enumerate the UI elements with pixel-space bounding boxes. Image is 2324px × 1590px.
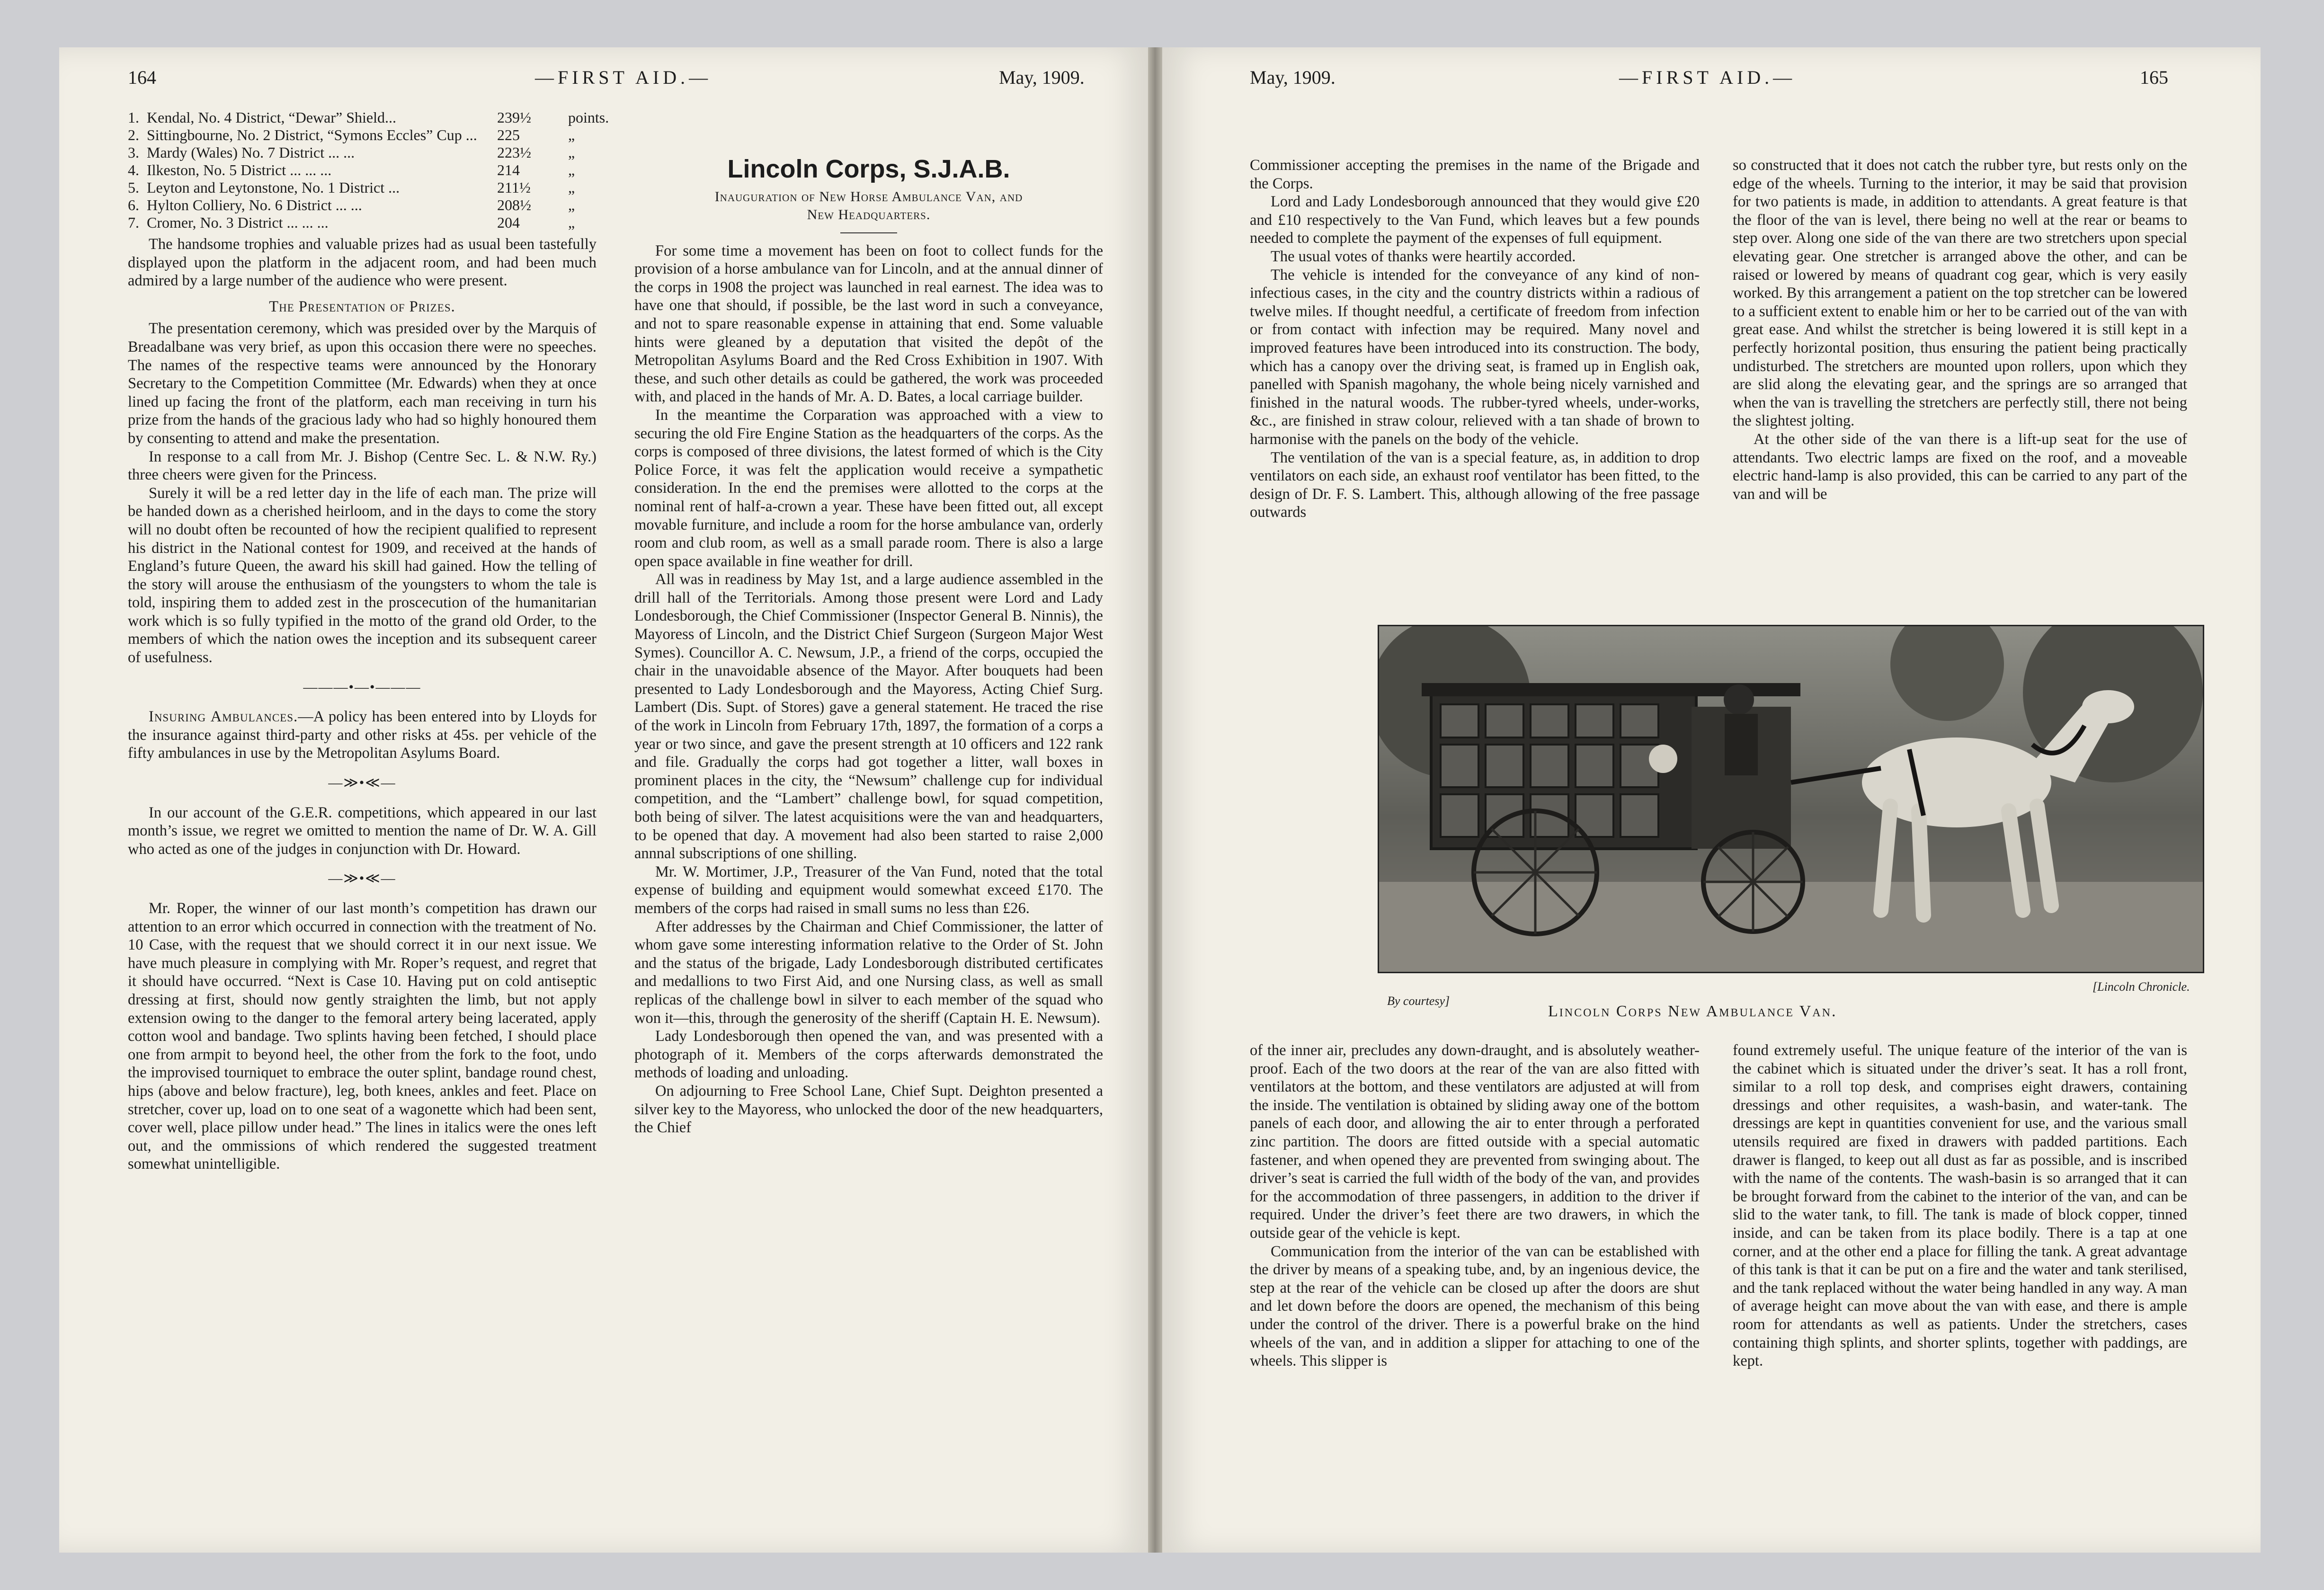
insuring-paragraph: Insuring Ambulances.—A policy has been entered into by Lloyds for the insurance against third-party and other risks at 45s. per vehicle of the fifty ambulances in use by the Metropolitan Asylums Board. xyxy=(128,708,597,762)
lincoln-paragraph: On adjourning to Free School Lane, Chief Supt. Deighton presented a silver key to the Mayoress, who unlocked the door of the new headquarters, the Chief xyxy=(634,1082,1103,1137)
ambulance-van-photograph xyxy=(1378,625,2204,973)
photo-caption: Lincoln Corps New Ambulance Van. xyxy=(1548,1003,1837,1020)
lincoln-paragraph: For some time a movement has been on foot to collect funds for the provision of a horse ambulance van for Lincoln, and at the annual dinner of the corps in 1908 the project was launched in real earnest. The idea was to have one that should, if possible, be the last word in such a conveyance, and not to spare reasonable expense in attaining that end. Some valuable hints were gleaned by a deputation that visited the depôt of the Metropolitan Asylums Board and the Red Cross Exhibition in 1907. With these, and such other details as could be gathered, the work was proceeded with, and placed in the hands of Mr. A. D. Bates, a local carriage builder. xyxy=(634,242,1103,406)
right-page-date: May, 1909. xyxy=(1250,67,1336,88)
ranking-row: 3. Mardy (Wales) No. 7 District ... ... 223½ „ xyxy=(128,144,575,161)
ranking-row: 2. Sittingbourne, No. 2 District, “Symons Eccles” Cup ... 225 „ xyxy=(128,126,575,143)
article-paragraph: At the other side of the van there is a lift-up seat for the use of attendants. Two electric lamps are fixed on the roof, and a moveable electric hand-lamp is also provided, this can be carried to any part of the van and will be xyxy=(1733,430,2187,503)
lincoln-paragraph: All was in readiness by May 1st, and a large audience assembled in the drill hall of the Territorials. Among those present were Lord and Lady Londesborough, the Chief Commissioner (Inspector General B. Ninnis), the Mayoress of Lincoln, and the District Chief Surgeon (Surgeon Major West Symes). Councillor A. C. Newsum, J.P., a friend of the corps, occupied the chair in the unavoidable absence of the Mayor. After bouquets had been presented to Lady Londesborough and the Mayoress, Acting Chief Surg. Lambert (Dis. Supt. of Stores) gave a general statement. He traced the rise of the work in Lincoln from February 17th, 1897, the formation of a corps a year or two since, and gave the present strength at 10 officers and 122 rank and file. Gradually the corps had got together a litter, wall boxes in prominent places in the city, the “Newsum” challenge cup for individual competition, and the “Lambert” challenge bowl, for squad competition, both being of silver. The latest acquisitions were the van and headquarters, to be opened that day. A movement had also been started to raise 2,000 annnal subscriptions of one shilling. xyxy=(634,571,1103,862)
rankings-list xyxy=(128,109,609,231)
article-paragraph: Communication from the interior of the van can be established with the driver by means of a speaking tube, and, by an ingenious device, the step at the rear of the vehicle can be closed up after the doors are shut and let down before the doors are opened, the mechanism of this being under the control of the driver. There is a powerful brake on the hind wheels of the van, and in addition a slipper for attaching to one of the wheels. This slipper is xyxy=(1250,1243,1700,1370)
ranking-row: 6. Hylton Colliery, No. 6 District ... ... 208½ „ xyxy=(128,196,575,213)
ranking-row: 5. Leyton and Leytonstone, No. 1 District ... 211½ „ xyxy=(128,179,575,196)
article-paragraph: of the inner air, precludes any down-draught, and is absolutely weather-proof. Each of the two doors at the rear of the van are also fitted with ventilators at the bottom, and these ventilators are adjusted at will from the inside. The ventilation is obtained by sliding away one of the bottom panels of each door, and allowing the air to enter through a perforated zinc partition. The doors are fitted outside with a special automatic fastener, and when opened they are prevented from swinging about. The driver’s seat is carried the full width of the body of the van, and provides for the accommodation of three passengers, in addition to the driver if required. Under the driver’s feet there are two drawers, in which the outside gear of the vehicle is kept. xyxy=(1250,1042,1700,1242)
photo-credit-right: [Lincoln Chronicle. xyxy=(2092,980,2190,994)
article-paragraph: Commissioner accepting the premises in the name of the Brigade and the Corps. xyxy=(1250,157,1700,192)
lincoln-paragraph: Mr. W. Mortimer, J.P., Treasurer of the Van Fund, noted that the total expense of building and equipment would somewhat exceed £170. The members of the corps had raised in small sums no less than £26. xyxy=(634,863,1103,917)
article-paragraph: Lord and Lady Londesborough announced that they would give £20 and £10 respectively to the Van Fund, which leaves but a few pounds needed to complete the payment of the expenses of full equipment. xyxy=(1250,193,1700,247)
presentation-heading: The Presentation of Prizes. xyxy=(269,298,455,315)
right-column-2 xyxy=(1733,156,2187,503)
roper-paragraph: Mr. Roper, the winner of our last month’s competition has drawn our attention to an error which occurred in connection with the treatment of No. 10 Case, with the request that we should correct it in our next issue. We have much pleasure in complying with Mr. Roper’s request, and regret that it should have occurred. “Next is Case 10. Having put on cold antiseptic dressing at first, should now gently straighten the limb, but not apply extension owing to the danger to the femoral artery being lacerated, apply cotton wool and bandage. Two splints having been fetched, I should place one from armpit to beyond heel, the other from the fork to the foot, undo the improvised tourniquet to embrace the outer splint, bandage round chest, hips (above and below fracture), leg, both knees, ankles and feet. Place on stretcher, cover up, load on to one seat of a wagonette which had been sent, cover well, place pillow under head.” The lines in italics were the ones left out, and the ommissions of which rendered the suggested treatment somewhat unintelligible. xyxy=(128,900,597,1173)
lincoln-subtitle: New Headquarters. xyxy=(807,206,931,222)
section-ornament: —≫•≪— xyxy=(328,775,396,791)
ranking-row: 7. Cromer, No. 3 District ... ... ... 204 „ xyxy=(128,214,575,231)
left-column-1 xyxy=(128,109,609,1173)
ambulance-van-illustration xyxy=(1379,626,2203,972)
article-paragraph: The vehicle is intended for the conveyance of any kind of non-infectious cases, in the city and the country districts within a radious of twelve miles. If thought needful, a certificate of freedom from infection or from contact with infection may be required. Many novel and improved features have been introduced into its construction. The body, which has a canopy over the driving seat, is framed up in English oak, panelled with Spanish magohany, the whole being nicely varnished and finished in the natural woods. The rubber-tyred wheels, under-works, &c., are finished in straw colour, relieved with a tan shade of brown to harmonise with the panels on the body of the vehicle. xyxy=(1250,266,1700,448)
article-paragraph: The usual votes of thanks were heartily accorded. xyxy=(1271,248,1576,265)
section-ornament: —≫•≪— xyxy=(328,871,396,887)
ranking-row: 4. Ilkeston, No. 5 District ... ... ... 214 „ xyxy=(128,161,575,178)
left-page-number: 164 xyxy=(128,67,156,88)
presentation-paragraph: Surely it will be a red letter day in the life of each man. The prize will be handed down as a cherished heirloom, and in the days to come the story will no doubt often be recounted of how the recipient qualified to represent his district in the National contest for 1909, and received at the hands of England’s future Queen, the award his skill had gained. How the telling of the story will arouse the enthusiasm of the youngsters to whom the tale is told, inspiring them to added zest in the proscecution of the humanitarian work which is so fully typified in the motto of the grand old Order, to the members of which the nation owes the inception and its subsequent career of usefulness. xyxy=(128,484,597,666)
lincoln-subtitle: Inauguration of New Horse Ambulance Van, and xyxy=(714,188,1023,204)
article-paragraph: found extremely useful. The unique feature of the interior of the van is the cabinet which is situated under the driver’s seat. It has a roll front, similar to a roll top desk, and comprises eight drawers, containing dressings and other requisites, a wash-basin, and water-tank. The dressings are kept in quantities convenient for use, and the various small utensils required are fixed in drawers with padded partitions. Each drawer is flanged, to keep out all dust as far as possible, and is inscribed with the name of the contents. The wash-basin is so arranged that it can be brought forward from the cabinet to the interior of the van, and can be slid to the water tank, to fill. The tank is made of block copper, tinned inside, and can be taken from its place bodily. There is a tap at one corner, and at the other end a place for filling the tank. A great advantage of this tank is that it can be put on a fire and the water and tank sterilised, and the tank replaced without the water being handled in any way. A man of average height can move about the van with ease, and there is ample room for attendants as well as patients. Under the stretchers, cases containing thigh splints, and shorter splints, together with paddings, are kept. xyxy=(1733,1042,2187,1370)
book-gutter xyxy=(1148,47,1162,1553)
section-ornament: ———•—•——— xyxy=(303,679,421,695)
title-rule xyxy=(840,232,897,233)
article-paragraph: The ventilation of the van is a special feature, as, in addition to drop ventilators on each side, an exhaust roof ventilator has been fitted, to the design of Dr. F. S. Lambert. This, although allowing of the free passage outwards xyxy=(1250,449,1700,521)
left-running-title: —FIRST AID.— xyxy=(535,67,712,88)
ranking-row: 1. Kendal, No. 4 District, “Dewar” Shield... 239½ points. xyxy=(128,109,609,126)
account-paragraph: In our account of the G.E.R. competitions, which appeared in our last month’s issue, we regret we omitted to mention the name of Dr. W. A. Gill who acted as one of the judges in conjunction with Dr. Howard. xyxy=(128,804,597,858)
lincoln-paragraph: After addresses by the Chairman and Chief Commissioner, the latter of whom gave some interesting information relative to the Order of St. John and the status of the brigade, Lady Londesborough distributed certificates and medallions to two First Aid, and one Nursing class, as well as small replicas of the challenge bowl in silver to each member of the squad who won it—this, through the generosity of the sheriff (Captain H. E. Newsum). xyxy=(634,918,1103,1027)
right-running-title: —FIRST AID.— xyxy=(1619,67,1796,88)
presentation-paragraph: In response to a call from Mr. J. Bishop (Centre Sec. L. & N.W. Ry.) three cheers were given for the Princess. xyxy=(128,448,597,484)
right-column-4 xyxy=(1733,1041,2187,1370)
right-page-number: 165 xyxy=(2140,67,2168,88)
left-page-date: May, 1909. xyxy=(999,67,1085,88)
trophies-paragraph: The handsome trophies and valuable prizes had as usual been tastefully displayed upon the platform in the adjacent room, and had been much admired by a large number of the audience who were present. xyxy=(128,236,597,290)
right-column-1 xyxy=(1250,156,1700,522)
lincoln-paragraph: Lady Londesborough then opened the van, and was presented with a photograph of it. Members of the corps afterwards demonstrated the methods of loading and unloading. xyxy=(634,1028,1103,1082)
photo-credit-left: By courtesy] xyxy=(1387,994,1450,1008)
presentation-paragraph: The presentation ceremony, which was presided over by the Marquis of Breadalbane was very brief, as upon this occasion there were no speeches. The names of the respective teams were announced by the Honorary Secretary to the Competition Committee (Mr. Edwards) when they at once lined up facing the front of the platform, each man receiving in turn his prize from the hands of the gracious lady who had so highly honoured them by consenting to attend and make the presentation. xyxy=(128,320,597,447)
right-column-3 xyxy=(1250,1041,1700,1370)
lincoln-paragraph: In the meantime the Corparation was approached with a view to securing the old Fire Engine Station as the headquarters of the corps. As the corps is composed of three divisions, the latest formed of which is the City Police Force, it was felt the application would receive a sympathetic consideration. In the end the premises were allotted to the corps at the nominal rent of half-a-crown a year. These have been fitted out, all except movable furniture, and include a room for the horse ambulance van, orderly room and club room, as well as a small parade room. There is also a large open space available in fine weather for drill. xyxy=(634,406,1103,570)
article-paragraph: so constructed that it does not catch the rubber tyre, but rests only on the edge of the wheels. Turning to the interior, it may be said that provision for two patients is made, in addition to attendants. A great feature is that the floor of the van is level, there being no well at the rear or beams to step over. Along one side of the van there are two stretchers upon special elevating gear. One stretcher is arranged above the other, and can be raised or lowered by means of quadrant cog gear, which is very easily worked. By this arrangement a patient on the top stretcher can be lowered to a sufficient extent to enable him or her to be carried out of the van with great ease. And whilst the stretcher is being lowered it is still kept in a perfectly horizontal position, thus ensuring the patient being practically undisturbed. The stretchers are mounted upon rollers, upon which they are slid along the elevating gear, and the springs are so arranged that when the van is travelling the stretchers are perfectly still, there not being the slightest jolting. xyxy=(1733,157,2187,430)
lincoln-article-title: Lincoln Corps, S.J.A.B. xyxy=(727,155,1010,183)
left-column-2 xyxy=(634,156,1103,1137)
